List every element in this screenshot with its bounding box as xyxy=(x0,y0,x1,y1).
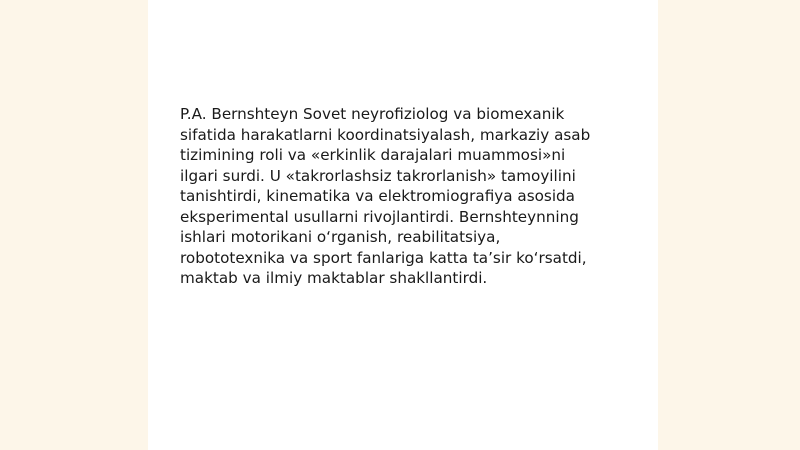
document-page xyxy=(148,0,658,450)
body-paragraph: P.A. Bernshteyn Sovet neyrofiziolog va biomexanik sifatida harakatlarni koordinatsiyalash, markaziy asab tizimining roli va «erkinlik darajalari muammosi»ni ilgari surdi. U «takrorlashsiz takrorlanish» tamoyilini tanishtirdi, kinematika va elektromiografiya asosida eksperimental usullarni rivojlantirdi. Bernshteynning ishlari motorikani o‘rganish, reabilitatsiya, robototexnika va sport fanlariga katta ta’sir ko‘rsatdi, maktab va ilmiy maktablar shakllantirdi. xyxy=(180,105,591,287)
